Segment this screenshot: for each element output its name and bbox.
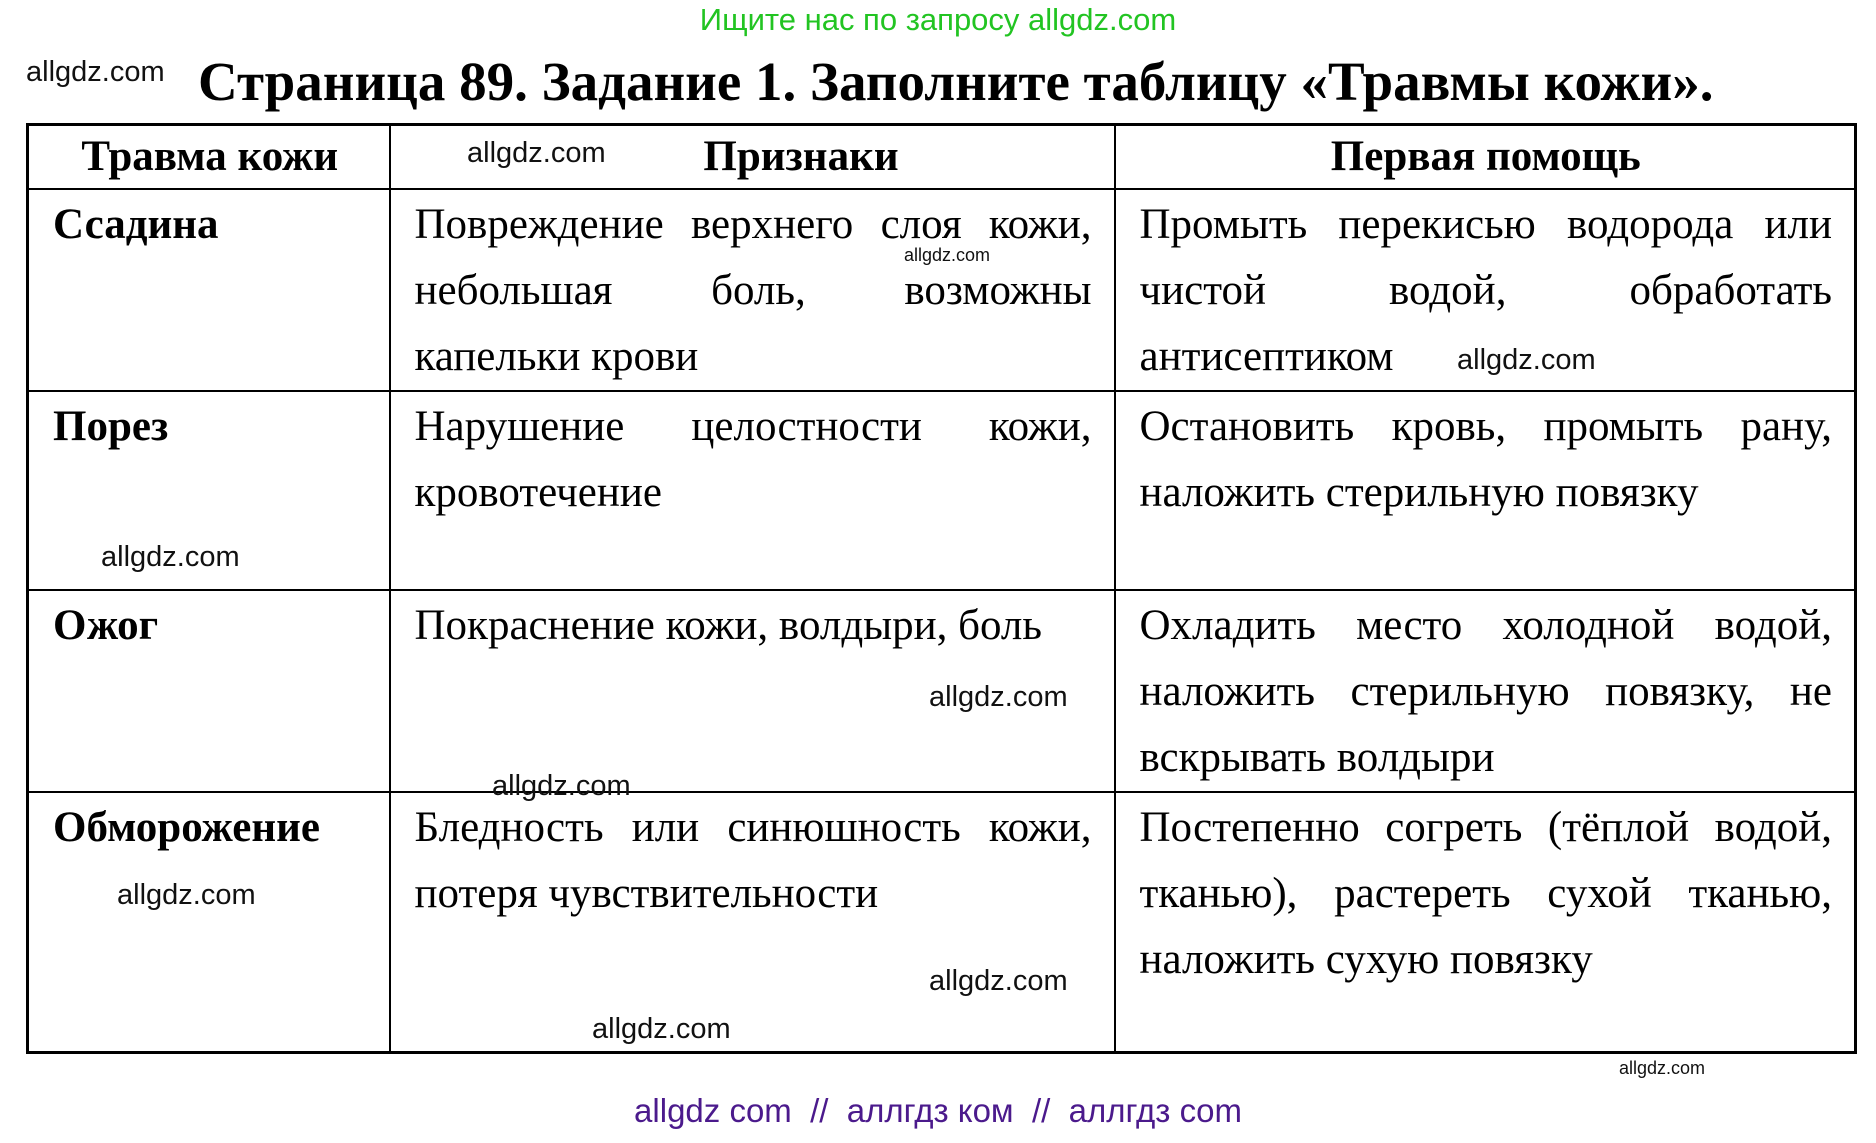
watermark: allgdz.com	[904, 245, 991, 265]
footer-text: allgdz com // аллгдз ком // аллгдз com	[634, 1092, 1242, 1129]
watermark: allgdz.com	[117, 879, 256, 911]
table-header-row	[28, 125, 1856, 190]
table-row	[28, 391, 1856, 590]
header-injury: Травма кожи	[28, 125, 390, 190]
watermark: allgdz.com	[1457, 344, 1596, 376]
first-aid-cell: Промыть перекисью водорода или чистой водой, обработать антисептиком	[1115, 189, 1856, 391]
injury-cell: Ссадина	[28, 189, 390, 391]
signs-cell: Повреждение верхнего слоя кожи, небольшая боль, возможны капельки крови	[390, 189, 1115, 391]
table-row	[28, 792, 1856, 1053]
watermark: allgdz.com	[492, 770, 631, 802]
header-signs: Признаки	[390, 125, 1115, 190]
first-aid-cell: Охладить место холодной водой, наложить стерильную повязку, не вскрывать волдыри	[1115, 590, 1856, 792]
first-aid-cell: Постепенно согреть (тёплой водой, тканью), растереть сухой тканью, наложить сухую повязку	[1115, 792, 1856, 1053]
injury-cell: Обморожение	[28, 792, 390, 1053]
watermark: allgdz.com	[26, 56, 165, 88]
signs-cell: Покраснение кожи, волдыри, боль	[390, 590, 1115, 792]
watermark: allgdz.com	[1619, 1058, 1706, 1078]
injury-cell: Ожог	[28, 590, 390, 792]
watermark: allgdz.com	[929, 681, 1068, 713]
header-first-aid: Первая помощь	[1115, 125, 1856, 190]
search-hint: Ищите нас по запросу allgdz.com	[699, 2, 1177, 37]
watermark: allgdz.com	[101, 541, 240, 573]
first-aid-cell: Остановить кровь, промыть рану, наложить стерильную повязку	[1115, 391, 1856, 590]
watermark: allgdz.com	[929, 965, 1068, 997]
signs-cell: Бледность или синюшность кожи, потеря чувствительности	[390, 792, 1115, 1053]
watermark: allgdz.com	[467, 137, 606, 169]
signs-cell: Нарушение целостности кожи, кровотечение	[390, 391, 1115, 590]
page-title: Страница 89. Задание 1. Заполните таблицу «Травмы кожи».	[198, 51, 1714, 112]
watermark: allgdz.com	[592, 1013, 731, 1045]
injury-cell: Порез	[28, 391, 390, 590]
